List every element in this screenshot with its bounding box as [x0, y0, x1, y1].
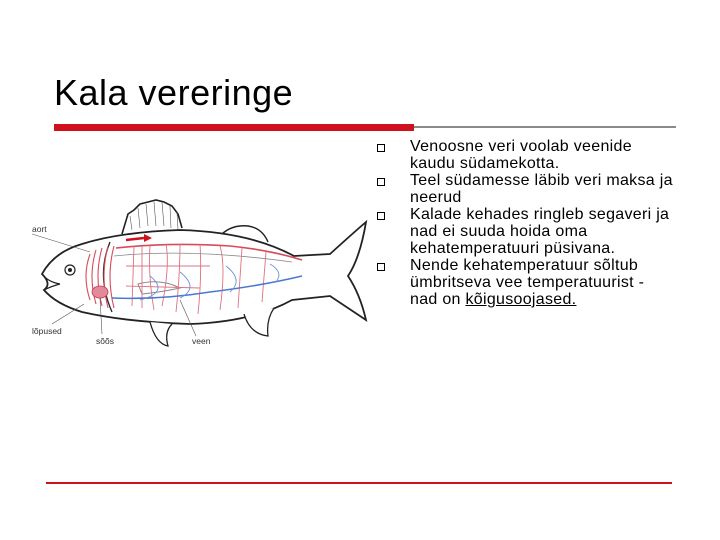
- label-veen: veen: [192, 336, 211, 346]
- bullet-item: [376, 206, 676, 257]
- label-aort: aort: [32, 224, 47, 234]
- bullet-text: Venoosne veri voolab veenide kaudu südamekotta.: [410, 138, 632, 172]
- heart: [92, 286, 108, 298]
- bullet-list: [376, 138, 676, 308]
- footer-divider-line: [46, 482, 672, 484]
- square-outline-icon: [377, 263, 385, 271]
- square-outline-icon: [377, 144, 385, 152]
- bullet-text: Teel südamesse läbib veri maksa ja neerud: [410, 172, 673, 206]
- title-accent-bar: [54, 124, 414, 131]
- bullet-text: Nende kehatemperatuur sõltub ümbritseva vee temperatuurist - nad on: [410, 257, 645, 308]
- slide-title: Kala vereringe: [54, 72, 294, 113]
- label-soos: sõõs: [96, 336, 114, 346]
- bullet-text: Kalade kehades ringleb segaveri ja nad ei suuda hoida oma kehatemperatuuri püsivana.: [410, 206, 670, 257]
- bullet-text-underlined: kõigusoojased.: [465, 291, 577, 308]
- bullet-item: [376, 138, 676, 172]
- label-lopused: lõpused: [32, 326, 62, 336]
- square-outline-icon: [377, 178, 385, 186]
- title-divider-line: [414, 126, 676, 128]
- fish-circulation-diagram: [30, 196, 370, 356]
- pelvic-fin: [150, 322, 172, 346]
- bullet-item: [376, 172, 676, 206]
- fish-body: [42, 222, 366, 324]
- square-outline-icon: [377, 212, 385, 220]
- bullet-item: [376, 257, 676, 308]
- dorsal-fin: [122, 200, 182, 234]
